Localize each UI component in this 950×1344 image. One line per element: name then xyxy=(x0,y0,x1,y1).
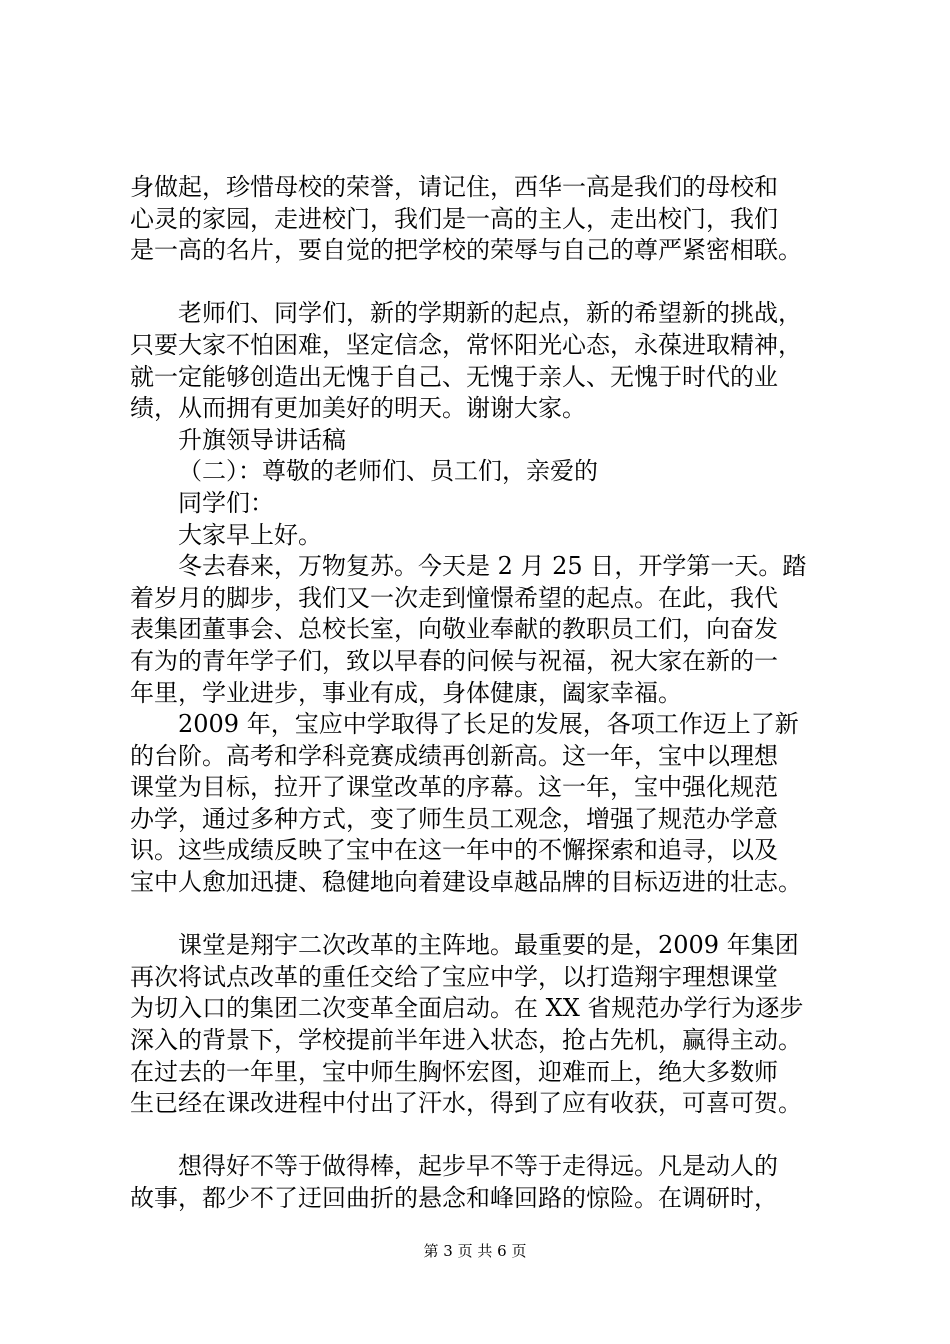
text-line: 绩，从而拥有更加美好的明天。谢谢大家。 xyxy=(130,394,586,423)
paragraph-3 xyxy=(130,425,846,457)
text-line: 年里，学业进步，事业有成，身体健康，阖家幸福。 xyxy=(130,678,682,707)
text-line: 为切入口的集团二次变革全面启动。在 XX 省规范办学行为逐步 xyxy=(130,994,804,1023)
text-line: 深入的背景下，学校提前半年进入状态，抢占先机，赢得主动。 xyxy=(130,1026,802,1055)
text-line: 是一高的名片，要自觉的把学校的荣辱与自己的尊严紧密相联。 xyxy=(130,236,802,265)
text-line: 办学，通过多种方式，变了师生员工观念，增强了规范办学意 xyxy=(130,804,778,833)
paragraph-2 xyxy=(130,298,846,424)
text-line: 识。这些成绩反映了宝中在这一年中的不懈探索和追寻，以及 xyxy=(130,836,778,865)
document-body xyxy=(130,172,846,1215)
paragraph-5 xyxy=(130,488,846,520)
text-line: 课堂是翔宇二次改革的主阵地。最重要的是，2009 年集团 xyxy=(178,931,799,960)
text-line: 就一定能够创造出无愧于自己、无愧于亲人、无愧于时代的业 xyxy=(130,362,778,391)
paragraph-6 xyxy=(130,520,846,552)
page-footer xyxy=(0,1241,950,1261)
text-line: 身做起，珍惜母校的荣誉，请记住，西华一高是我们的母校和 xyxy=(130,173,778,201)
text-line: 表集团董事会、总校长室，向敬业奉献的教职员工们，向奋发 xyxy=(130,615,778,644)
paragraph-4 xyxy=(130,456,846,488)
text-line: 再次将试点改革的重任交给了宝应中学，以打造翔宇理想课堂 xyxy=(130,962,778,991)
paragraph-9 xyxy=(130,930,846,1120)
paragraph-10 xyxy=(130,1151,846,1214)
text-line: 生已经在课改进程中付出了汗水，得到了应有收获，可喜可贺。 xyxy=(130,1089,802,1118)
page-number: 第 3 页 共 6 页 xyxy=(423,1242,527,1260)
text-line: 着岁月的脚步，我们又一次走到憧憬希望的起点。在此，我代 xyxy=(130,583,778,612)
text-line: 宝中人愈加迅捷、稳健地向着建设卓越品牌的目标迈进的壮志。 xyxy=(130,868,802,897)
text-line: 故事，都少不了迂回曲折的悬念和峰回路的惊险。在调研时， xyxy=(130,1184,778,1212)
text-line: 大家早上好。 xyxy=(178,520,322,549)
section-title: 升旗领导讲话稿 xyxy=(178,425,346,454)
text-line: 有为的青年学子们，致以早春的问候与祝福，祝大家在新的一 xyxy=(130,646,778,675)
paragraph-8 xyxy=(130,709,846,899)
paragraph-7 xyxy=(130,551,846,709)
text-line: 想得好不等于做得棒，起步早不等于走得远。凡是动人的 xyxy=(178,1152,778,1181)
text-line: 只要大家不怕困难，坚定信念，常怀阳光心态，永葆进取精神， xyxy=(130,330,802,359)
text-line: 老师们、同学们，新的学期新的起点，新的希望新的挑战， xyxy=(178,299,802,328)
text-line: 的台阶。高考和学科竞赛成绩再创新高。这一年，宝中以理想 xyxy=(130,741,778,770)
text-line: 课堂为目标，拉开了课堂改革的序幕。这一年，宝中强化规范 xyxy=(130,773,778,802)
text-line: 2009 年，宝应中学取得了长足的发展，各项工作迈上了新 xyxy=(178,710,799,739)
text-line: 同学们： xyxy=(178,488,274,517)
paragraph-1 xyxy=(130,172,846,267)
text-line: 冬去春来，万物复苏。今天是 2 月 25 日，开学第一天。踏 xyxy=(178,552,807,581)
text-line: （二）：尊敬的老师们、员工们，亲爱的 xyxy=(178,457,598,486)
text-line: 心灵的家园，走进校门，我们是一高的主人，走出校门，我们 xyxy=(130,204,778,233)
text-line: 在过去的一年里，宝中师生胸怀宏图，迎难而上，绝大多数师 xyxy=(130,1057,778,1086)
